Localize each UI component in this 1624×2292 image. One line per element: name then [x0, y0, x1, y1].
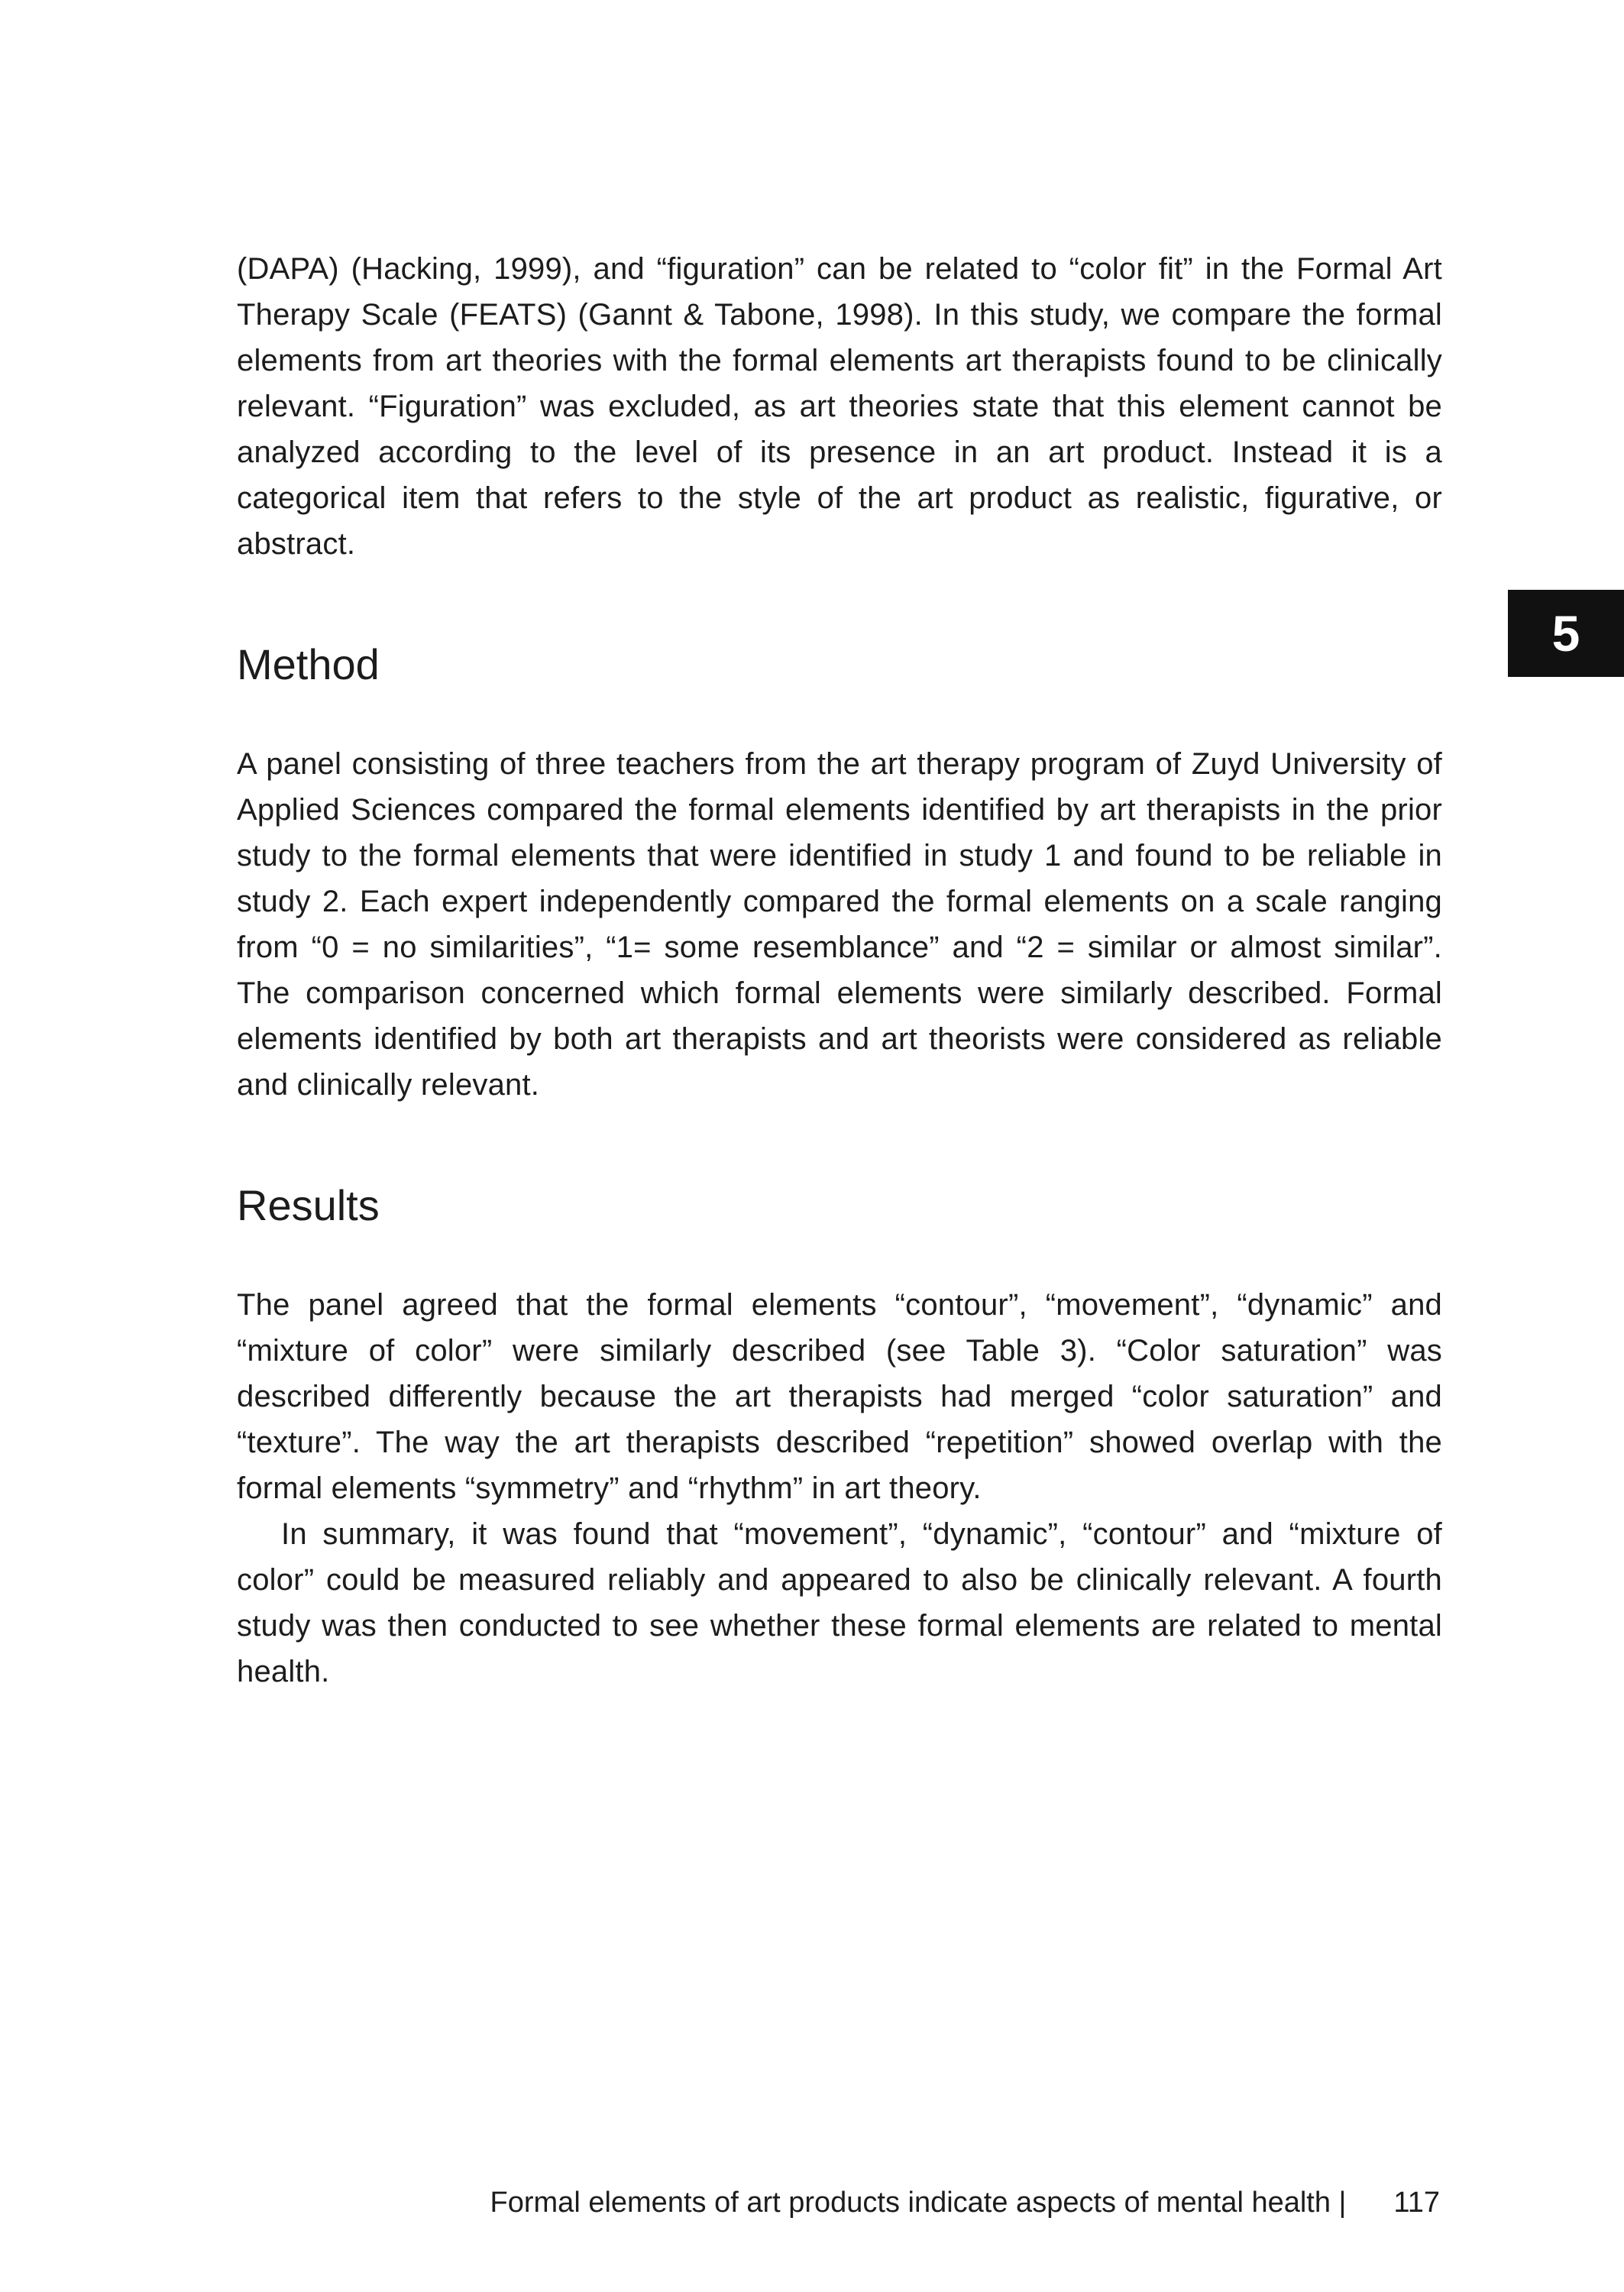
results-paragraph-1: The panel agreed that the formal elements “contour”, “movement”, “dynamic” and “mixture of color” were similarly described (see Table 3). “Color saturation” was described differently because the art therapists had merged “color saturation” and “texture”. The way the art therapists described “repetition” showed overlap with the formal elements “symmetry” and “rhythm” in art theory.	[237, 1288, 1442, 1505]
results-heading: Results	[237, 1181, 380, 1229]
intro-paragraph: (DAPA) (Hacking, 1999), and “figuration” can be related to “color fit” in the Formal Art Therapy Scale (FEATS) (Gannt & Tabone, 1998). In this study, we compare the formal elements from art theories with the formal elements art therapists found to be clinically relevant. “Figuration” was excluded, as art theories state that this element cannot be analyzed according to the level of its presence in an art product. Instead it is a categorical item that refers to the style of the art product as realistic, figurative, or abstract.	[237, 252, 1442, 561]
chapter-number: 5	[1551, 605, 1580, 662]
page-footer	[490, 2187, 1440, 2219]
method-heading: Method	[237, 640, 380, 688]
page-number: 117	[1393, 2187, 1440, 2219]
results-paragraph-2: In summary, it was found that “movement”, “dynamic”, “contour” and “mixture of color” could be measured reliably and appeared to also be clinically relevant. A fourth study was then conducted to see whether these formal elements are related to mental health.	[237, 1517, 1442, 1688]
running-title: Formal elements of art products indicate aspects of mental health |	[490, 2187, 1347, 2219]
text-column	[237, 246, 1442, 1695]
chapter-number-tab	[1508, 590, 1624, 677]
method-paragraph: A panel consisting of three teachers from the art therapy program of Zuyd University of Applied Sciences compared the formal elements identified by art therapists in the prior study to the formal elements that were identified in study 1 and found to be reliable in study 2. Each expert independently compared the formal elements on a scale ranging from “0 = no similarities”, “1= some resemblance” and “2 = similar or almost similar”. The comparison concerned which formal elements were similarly described. Formal elements identified by both art therapists and art theorists were considered as reliable and clinically relevant.	[237, 747, 1442, 1102]
